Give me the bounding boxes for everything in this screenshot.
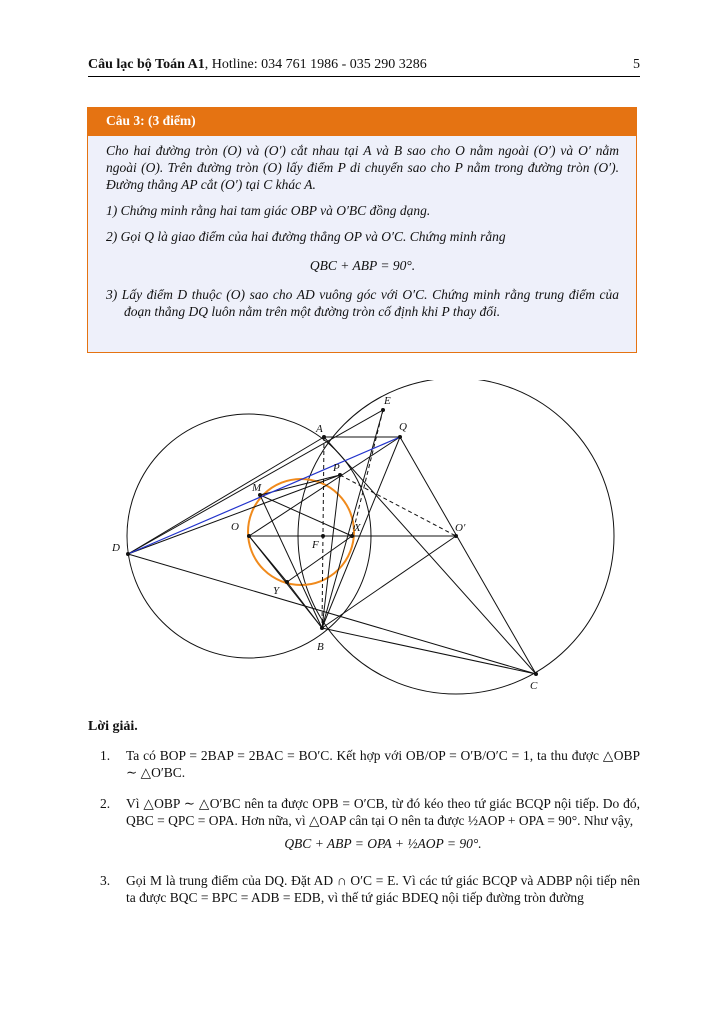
label-M: M — [252, 482, 262, 494]
step-text: Ta có BOP = 2BAP = 2BAC = BO′C. Kết hợp với OB/OP = O′B/O′C = 1, ta thu được △OBP ∼ △O′BC. — [126, 748, 640, 780]
label-F: F — [312, 539, 319, 551]
line-AC — [324, 437, 536, 674]
question-box — [87, 107, 637, 353]
label-E: E — [384, 395, 391, 407]
page-number: 5 — [633, 57, 640, 72]
label-C: C — [530, 680, 538, 692]
solution — [88, 718, 640, 920]
line-YX — [287, 536, 352, 582]
label-P: P — [333, 462, 340, 474]
line-BO2 — [322, 536, 456, 628]
question-body — [88, 136, 636, 320]
point-F — [321, 534, 325, 538]
step-number: 2. — [100, 796, 111, 811]
step-equation: QBC + ABP = OPA + ½AOP = 90°. — [284, 836, 482, 851]
point-Y — [285, 580, 289, 584]
label-Q: Q — [399, 421, 407, 433]
point-B — [320, 626, 324, 630]
point-C — [534, 672, 538, 676]
solution-heading: Lời giải. — [88, 719, 138, 734]
label-Y: Y — [273, 585, 280, 597]
question-intro: Cho hai đường tròn (O) và (O′) cắt nhau tại A và B sao cho O nằm ngoài (O′) và O′ nằm ngoài (O). Trên đường tròn (O) lấy điểm P di chuyển sao cho P nằm trong đường tròn (O′). Đường thẳng AP cắt (O′) tại C khác A. — [106, 143, 619, 192]
label-O2: O′ — [455, 522, 466, 534]
question-item-2: 2) Gọi Q là giao điểm của hai đường thẳng OP và O′C. Chứng minh rằng — [106, 229, 506, 244]
step-number: 1. — [100, 748, 111, 763]
label-X: X — [354, 522, 361, 534]
line-EB — [322, 410, 383, 628]
step-number: 3. — [100, 873, 111, 888]
step-body — [120, 795, 640, 858]
point-A — [322, 435, 326, 439]
page-header — [88, 57, 640, 77]
point-E — [381, 408, 385, 412]
solution-step-2 — [88, 795, 640, 858]
question-item-1: 1) Chứng minh rằng hai tam giác OBP và O′BC đồng dạng. — [106, 203, 431, 218]
hotline: , Hotline: 034 761 1986 - 035 290 3286 — [204, 57, 427, 72]
label-O: O — [231, 521, 239, 533]
geometry-figure — [100, 380, 640, 700]
line-DC — [128, 554, 536, 674]
line-QC — [400, 437, 536, 674]
header-title — [88, 57, 427, 73]
point-Q — [398, 435, 402, 439]
point-D — [126, 552, 130, 556]
step-text: Vì △OBP ∼ △O′BC nên ta được OPB = O′CB, từ đó kéo theo tứ giác BCQP nội tiếp. Do đó, QBC = QPC = OPA. Hơn nữa, vì △OAP cân tại O nên ta được ½AOP + OPA = 90°. Như vậy, — [126, 796, 640, 828]
solution-step-3 — [88, 872, 640, 906]
club-name: Câu lạc bộ Toán A1 — [88, 57, 205, 72]
step-text: Gọi M là trung điểm của DQ. Đặt AD ∩ O′C = E. Vì các tứ giác BCQP và ADBP nội tiếp nên ta được BQC = BPC = ADB = EDB, vì thế tứ giác BDEQ nội tiếp đường tròn đường — [126, 873, 640, 905]
point-O2 — [454, 534, 458, 538]
solution-step-1 — [88, 747, 640, 781]
line-AB — [322, 437, 324, 628]
line-MX — [260, 495, 352, 536]
point-O — [247, 534, 251, 538]
label-B: B — [317, 641, 324, 653]
point-X — [350, 534, 354, 538]
line-BC — [322, 628, 536, 674]
line-DP — [128, 475, 340, 554]
question-equation: QBC + ABP = 90°. — [309, 258, 416, 273]
question-item-3: 3) Lấy điểm D thuộc (O) sao cho AD vuông góc với O′C. Chứng minh rằng trung điểm của đoạn thẳng DQ luôn nằm trên một đường tròn cố định khi P thay đổi. — [106, 287, 619, 319]
label-D: D — [112, 542, 120, 554]
label-A: A — [316, 423, 323, 435]
question-title: Câu 3: (3 điểm) — [88, 108, 636, 136]
